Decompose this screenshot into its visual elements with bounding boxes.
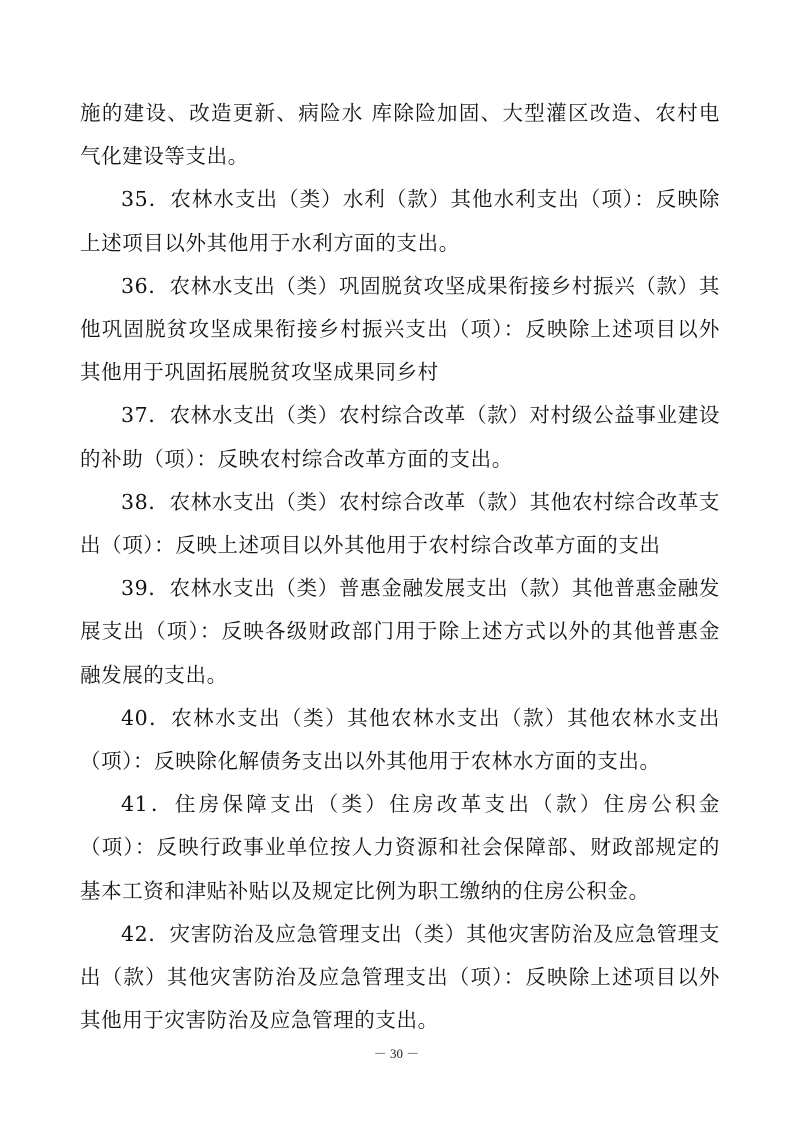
paragraph-item-36: 36．农林水支出（类）巩固脱贫攻坚成果衔接乡村振兴（款）其他巩固脱贫攻坚成果衔接乡村振兴支出（项）：反映除上述项目以外其他用于巩固拓展脱贫攻坚成果同乡村 [80, 273, 720, 385]
page-number: － 30 － [373, 1046, 420, 1061]
paragraph-item-41: 41．住房保障支出（类）住房改革支出（款）住房公积金（项）：反映行政事业单位按人力资源和社会保障部、财政部规定的 基本工资和津贴补贴以及规定比例为职工缴纳的住房公积金。 [80, 792, 720, 903]
paragraph-item-42: 42．灾害防治及应急管理支出（类）其他灾害防治及应急管理支出（款）其他灾害防治及应急管理支出（项）：反映除上述项目以外其他用于灾害防治及应急管理的支出。 [80, 921, 720, 1033]
paragraph-item-35: 35．农林水支出（类）水利（款）其他水利支出（项）：反映除上述项目以外其他用于水利方面的支出。 [80, 187, 720, 255]
paragraph-continued: 施的建设、改造更新、病险水 库除险加固、大型灌区改造、农村电气化建设等支出。 [80, 101, 720, 169]
document-body [80, 92, 720, 1042]
paragraph-item-40: 40．农林水支出（类）其他农林水支出（款）其他农林水支出（项）：反映除化解债务支出以外其他用于农林水方面的支出。 [80, 705, 720, 774]
paragraph-item-38: 38．农林水支出（类）农村综合改革（款）其他农村综合改革支出（项）：反映上述项目以外其他用于农村综合改革方面的支出 [80, 489, 720, 558]
paragraph-item-39: 39．农林水支出（类）普惠金融发展支出（款）其他普惠金融发展支出（项）：反映各级财政部门用于除上述方式以外的其他普惠金融发展的支出。 [80, 576, 720, 687]
paragraph-item-37: 37．农林水支出（类）农村综合改革（款）对村级公益事业建设的补助（项）：反映农村综合改革方面的支出。 [80, 403, 720, 471]
